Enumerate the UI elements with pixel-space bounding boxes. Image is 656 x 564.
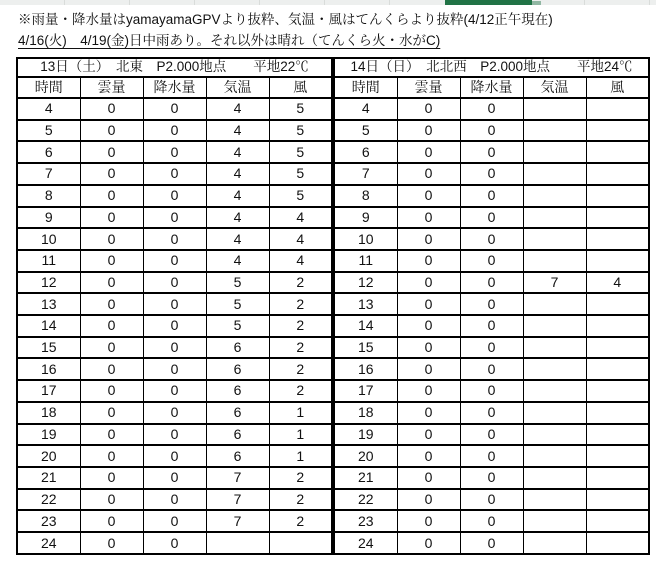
cell[interactable]: 5 — [206, 293, 269, 315]
cell[interactable]: 0 — [80, 293, 143, 315]
table-row — [334, 98, 649, 120]
table-title-row — [334, 58, 649, 77]
cell[interactable] — [523, 489, 586, 511]
cell[interactable] — [586, 467, 649, 489]
cell[interactable]: 0 — [143, 141, 206, 163]
table-row — [334, 141, 649, 163]
cell[interactable]: 0 — [397, 337, 460, 359]
cell[interactable] — [523, 467, 586, 489]
column-header-row — [334, 77, 649, 98]
cell[interactable]: 0 — [80, 185, 143, 207]
table-row — [334, 489, 649, 511]
cell[interactable] — [586, 424, 649, 446]
cell[interactable]: 0 — [143, 272, 206, 294]
cell[interactable]: 0 — [143, 293, 206, 315]
cell[interactable]: 24 — [334, 532, 397, 554]
cell[interactable]: 5 — [269, 163, 332, 185]
cell[interactable]: 0 — [460, 272, 523, 294]
column-header[interactable]: 雲量 — [397, 77, 460, 98]
cell[interactable] — [523, 424, 586, 446]
cell[interactable]: 7 — [334, 163, 397, 185]
column-header[interactable]: 気温 — [523, 77, 586, 98]
table-row — [334, 510, 649, 532]
table-row — [17, 98, 332, 120]
column-header[interactable]: 時間 — [17, 77, 80, 98]
cell[interactable]: 0 — [80, 489, 143, 511]
cell[interactable]: 0 — [80, 402, 143, 424]
cell[interactable]: 0 — [460, 185, 523, 207]
cell[interactable]: 14 — [17, 315, 80, 337]
column-header[interactable]: 時間 — [334, 77, 397, 98]
cell[interactable]: 0 — [80, 141, 143, 163]
cell[interactable]: 0 — [80, 207, 143, 229]
cell[interactable]: 4 — [206, 120, 269, 142]
cell[interactable]: 0 — [143, 207, 206, 229]
table-row — [17, 185, 332, 207]
table-row — [334, 532, 649, 554]
cell[interactable]: 0 — [397, 272, 460, 294]
cell[interactable]: 2 — [269, 337, 332, 359]
cell[interactable] — [523, 445, 586, 467]
cell[interactable]: 0 — [80, 315, 143, 337]
cell[interactable] — [586, 207, 649, 229]
cell[interactable]: 0 — [460, 445, 523, 467]
cell[interactable]: 0 — [397, 228, 460, 250]
cell[interactable]: 0 — [80, 445, 143, 467]
cell[interactable]: 7 — [17, 163, 80, 185]
cell[interactable]: 4 — [269, 228, 332, 250]
cell[interactable]: 0 — [80, 424, 143, 446]
column-header[interactable]: 降水量 — [460, 77, 523, 98]
cell[interactable]: 8 — [17, 185, 80, 207]
cell[interactable] — [523, 315, 586, 337]
cell[interactable]: 14 — [334, 315, 397, 337]
cell[interactable]: 0 — [143, 163, 206, 185]
cell[interactable] — [523, 402, 586, 424]
cell[interactable]: 0 — [143, 380, 206, 402]
cell[interactable]: 5 — [334, 120, 397, 142]
cell[interactable]: 10 — [334, 228, 397, 250]
cell[interactable]: 12 — [17, 272, 80, 294]
cell[interactable]: 0 — [80, 120, 143, 142]
cell[interactable]: 2 — [269, 510, 332, 532]
cell[interactable]: 19 — [17, 424, 80, 446]
cell[interactable]: 2 — [269, 467, 332, 489]
cell[interactable]: 0 — [460, 358, 523, 380]
cell[interactable]: 6 — [334, 141, 397, 163]
forecast-tables — [16, 57, 650, 555]
cell[interactable]: 21 — [334, 467, 397, 489]
forecast-table-day14 — [333, 57, 650, 555]
cell[interactable]: 5 — [206, 315, 269, 337]
cell[interactable]: 0 — [397, 445, 460, 467]
cell[interactable] — [586, 402, 649, 424]
cell[interactable] — [523, 532, 586, 554]
table-row — [17, 207, 332, 229]
cell[interactable]: 0 — [460, 120, 523, 142]
cell[interactable]: 0 — [397, 358, 460, 380]
cell[interactable] — [523, 250, 586, 272]
cell[interactable]: 0 — [460, 402, 523, 424]
cell[interactable] — [586, 315, 649, 337]
cell[interactable]: 0 — [460, 207, 523, 229]
cell[interactable]: 2 — [269, 380, 332, 402]
cell[interactable]: 0 — [397, 141, 460, 163]
table-row — [334, 120, 649, 142]
column-header[interactable]: 気温 — [206, 77, 269, 98]
cell[interactable]: 4 — [206, 141, 269, 163]
cell[interactable]: 0 — [460, 532, 523, 554]
table-row — [17, 293, 332, 315]
table-row — [334, 380, 649, 402]
cell[interactable]: 0 — [460, 293, 523, 315]
cell[interactable]: 2 — [269, 293, 332, 315]
table-row — [17, 424, 332, 446]
cell[interactable]: 4 — [334, 98, 397, 120]
cell[interactable]: 0 — [397, 250, 460, 272]
cell[interactable] — [523, 380, 586, 402]
cell[interactable]: 5 — [17, 120, 80, 142]
cell[interactable] — [586, 98, 649, 120]
table-row — [17, 358, 332, 380]
cell[interactable]: 24 — [17, 532, 80, 554]
cell[interactable] — [269, 532, 332, 554]
cell[interactable]: 0 — [460, 424, 523, 446]
cell[interactable]: 15 — [334, 337, 397, 359]
column-header-row — [17, 77, 332, 98]
cell[interactable]: 0 — [80, 163, 143, 185]
cell[interactable]: 0 — [460, 467, 523, 489]
cell[interactable]: 23 — [17, 510, 80, 532]
table-row — [17, 532, 332, 554]
cell[interactable]: 0 — [80, 228, 143, 250]
cell[interactable]: 5 — [269, 185, 332, 207]
cell[interactable] — [523, 337, 586, 359]
table-row — [334, 207, 649, 229]
cell[interactable] — [523, 228, 586, 250]
cell[interactable]: 8 — [334, 185, 397, 207]
cell[interactable] — [523, 510, 586, 532]
cell[interactable] — [586, 185, 649, 207]
cell[interactable]: 10 — [17, 228, 80, 250]
cell[interactable]: 23 — [334, 510, 397, 532]
table-row — [334, 445, 649, 467]
cell[interactable]: 0 — [143, 445, 206, 467]
cell[interactable]: 0 — [143, 467, 206, 489]
cell[interactable]: 15 — [17, 337, 80, 359]
cell[interactable] — [206, 532, 269, 554]
cell[interactable]: 6 — [206, 380, 269, 402]
cell[interactable]: 2 — [269, 489, 332, 511]
cell[interactable] — [586, 532, 649, 554]
cell[interactable]: 0 — [460, 380, 523, 402]
cell[interactable]: 0 — [143, 250, 206, 272]
table-row — [17, 315, 332, 337]
cell[interactable]: 5 — [269, 120, 332, 142]
cell[interactable]: 0 — [460, 337, 523, 359]
table-title[interactable]: 13日（土） 北東 P2.000地点 平地22℃ — [17, 58, 332, 77]
table-row — [17, 228, 332, 250]
cell[interactable]: 2 — [269, 315, 332, 337]
cell[interactable]: 0 — [397, 532, 460, 554]
cell[interactable]: 4 — [206, 163, 269, 185]
table-row — [334, 293, 649, 315]
cell[interactable]: 1 — [269, 445, 332, 467]
cell[interactable]: 0 — [397, 293, 460, 315]
table-row — [334, 402, 649, 424]
cell[interactable] — [586, 293, 649, 315]
cell[interactable]: 7 — [206, 510, 269, 532]
cell[interactable]: 6 — [206, 402, 269, 424]
note-source-line[interactable]: ※雨量・降水量はyamayamaGPVより抜粋、気温・風はてんくらより抜粋(4/12正午現在) — [18, 12, 553, 27]
cell[interactable]: 4 — [206, 250, 269, 272]
cell[interactable]: 0 — [397, 207, 460, 229]
cell[interactable]: 6 — [206, 358, 269, 380]
forecast-table-day13 — [16, 57, 333, 555]
cell[interactable]: 12 — [334, 272, 397, 294]
cell[interactable]: 22 — [17, 489, 80, 511]
table-row — [17, 445, 332, 467]
table-title-row — [17, 58, 332, 77]
cell[interactable]: 0 — [460, 489, 523, 511]
cell[interactable]: 4 — [206, 98, 269, 120]
cell[interactable] — [586, 163, 649, 185]
cell[interactable] — [523, 185, 586, 207]
cell[interactable]: 0 — [397, 120, 460, 142]
cell[interactable]: 4 — [206, 207, 269, 229]
cell[interactable]: 0 — [143, 120, 206, 142]
cell[interactable]: 0 — [397, 467, 460, 489]
cell[interactable]: 0 — [143, 489, 206, 511]
cell[interactable]: 0 — [143, 358, 206, 380]
cell[interactable]: 0 — [143, 510, 206, 532]
cell[interactable]: 0 — [397, 380, 460, 402]
cell[interactable] — [586, 489, 649, 511]
column-header[interactable]: 雲量 — [80, 77, 143, 98]
cell[interactable]: 20 — [17, 445, 80, 467]
table-row — [334, 250, 649, 272]
cell[interactable]: 5 — [269, 98, 332, 120]
cell[interactable]: 0 — [143, 402, 206, 424]
table-row — [17, 337, 332, 359]
cell[interactable] — [523, 141, 586, 163]
cell[interactable] — [586, 337, 649, 359]
cell[interactable]: 0 — [460, 315, 523, 337]
table-row — [17, 120, 332, 142]
cell[interactable]: 0 — [80, 467, 143, 489]
cell[interactable]: 4 — [269, 207, 332, 229]
cell[interactable] — [586, 510, 649, 532]
table-row — [334, 228, 649, 250]
cell[interactable]: 17 — [334, 380, 397, 402]
cell[interactable]: 20 — [334, 445, 397, 467]
cell[interactable]: 5 — [206, 272, 269, 294]
cell[interactable]: 0 — [80, 532, 143, 554]
cell[interactable]: 1 — [269, 402, 332, 424]
cell[interactable]: 5 — [269, 141, 332, 163]
cell[interactable]: 0 — [460, 228, 523, 250]
cell[interactable] — [586, 250, 649, 272]
table-row — [17, 272, 332, 294]
cell[interactable]: 7 — [206, 489, 269, 511]
cell[interactable]: 1 — [269, 424, 332, 446]
cell[interactable]: 0 — [80, 337, 143, 359]
selection-highlight — [445, 0, 532, 5]
cell[interactable] — [523, 120, 586, 142]
cell[interactable]: 0 — [397, 163, 460, 185]
cell[interactable]: 4 — [269, 250, 332, 272]
cell[interactable]: 0 — [397, 315, 460, 337]
cell[interactable]: 11 — [17, 250, 80, 272]
table-row — [334, 424, 649, 446]
cell[interactable]: 0 — [80, 380, 143, 402]
cell[interactable]: 0 — [460, 250, 523, 272]
table-title[interactable]: 14日（日） 北北西 P2.000地点 平地24℃ — [334, 58, 649, 77]
cell[interactable] — [523, 207, 586, 229]
cell[interactable]: 0 — [460, 98, 523, 120]
cell[interactable]: 6 — [206, 337, 269, 359]
cell[interactable]: 16 — [334, 358, 397, 380]
cell[interactable] — [586, 228, 649, 250]
cell[interactable]: 0 — [80, 250, 143, 272]
cell[interactable]: 6 — [206, 424, 269, 446]
table-row — [17, 402, 332, 424]
cell[interactable]: 0 — [460, 163, 523, 185]
table-row — [334, 315, 649, 337]
cell[interactable]: 2 — [269, 358, 332, 380]
cell[interactable]: 0 — [143, 228, 206, 250]
cell[interactable]: 13 — [334, 293, 397, 315]
cell[interactable] — [523, 293, 586, 315]
cell[interactable] — [586, 358, 649, 380]
cell[interactable]: 21 — [17, 467, 80, 489]
column-header[interactable]: 風 — [269, 77, 332, 98]
cell[interactable]: 0 — [143, 532, 206, 554]
cell[interactable]: 0 — [80, 510, 143, 532]
table-row — [17, 141, 332, 163]
table-row — [334, 185, 649, 207]
cell[interactable]: 0 — [460, 510, 523, 532]
table-row — [17, 489, 332, 511]
column-header[interactable]: 風 — [586, 77, 649, 98]
spreadsheet-top-strip — [0, 0, 656, 5]
table-row — [17, 510, 332, 532]
cell[interactable]: 0 — [80, 358, 143, 380]
selection-highlight-tail — [532, 1, 541, 5]
cell[interactable]: 0 — [397, 98, 460, 120]
cell[interactable]: 9 — [17, 207, 80, 229]
cell[interactable]: 7 — [206, 467, 269, 489]
cell[interactable]: 2 — [269, 272, 332, 294]
cell[interactable]: 16 — [17, 358, 80, 380]
cell[interactable]: 18 — [334, 402, 397, 424]
cell[interactable]: 0 — [397, 185, 460, 207]
cell[interactable]: 6 — [17, 141, 80, 163]
cell[interactable] — [586, 141, 649, 163]
cell[interactable]: 17 — [17, 380, 80, 402]
cell[interactable] — [586, 445, 649, 467]
cell[interactable]: 4 — [206, 228, 269, 250]
cell[interactable]: 0 — [397, 489, 460, 511]
cell[interactable]: 0 — [397, 510, 460, 532]
table-row — [334, 467, 649, 489]
cell[interactable]: 4 — [586, 272, 649, 294]
cell[interactable]: 22 — [334, 489, 397, 511]
table-row — [334, 163, 649, 185]
cell[interactable]: 18 — [17, 402, 80, 424]
cell[interactable]: 0 — [143, 337, 206, 359]
cell[interactable]: 0 — [143, 98, 206, 120]
cell[interactable]: 4 — [206, 185, 269, 207]
cell[interactable] — [523, 358, 586, 380]
cell[interactable] — [523, 98, 586, 120]
cell[interactable] — [586, 380, 649, 402]
cell[interactable]: 0 — [143, 424, 206, 446]
table-row — [17, 467, 332, 489]
table-row — [334, 337, 649, 359]
cell[interactable] — [586, 120, 649, 142]
cell[interactable] — [523, 163, 586, 185]
cell[interactable]: 13 — [17, 293, 80, 315]
cell[interactable]: 0 — [143, 315, 206, 337]
note-forecast-line[interactable]: 4/16(火) 4/19(金)日中雨あり。それ以外は晴れ（てんくら火・水がC) — [18, 33, 441, 48]
cell[interactable]: 0 — [143, 185, 206, 207]
cell[interactable]: 7 — [523, 272, 586, 294]
column-header[interactable]: 降水量 — [143, 77, 206, 98]
cell[interactable]: 11 — [334, 250, 397, 272]
table-row — [334, 358, 649, 380]
cell[interactable]: 0 — [397, 424, 460, 446]
table-row — [17, 250, 332, 272]
table-row — [17, 163, 332, 185]
cell[interactable]: 0 — [397, 402, 460, 424]
table-row — [334, 272, 649, 294]
cell[interactable]: 0 — [460, 141, 523, 163]
cell[interactable]: 6 — [206, 445, 269, 467]
cell[interactable]: 4 — [17, 98, 80, 120]
table-row — [17, 380, 332, 402]
cell[interactable]: 0 — [80, 272, 143, 294]
cell[interactable]: 0 — [80, 98, 143, 120]
cell[interactable]: 9 — [334, 207, 397, 229]
cell[interactable]: 19 — [334, 424, 397, 446]
